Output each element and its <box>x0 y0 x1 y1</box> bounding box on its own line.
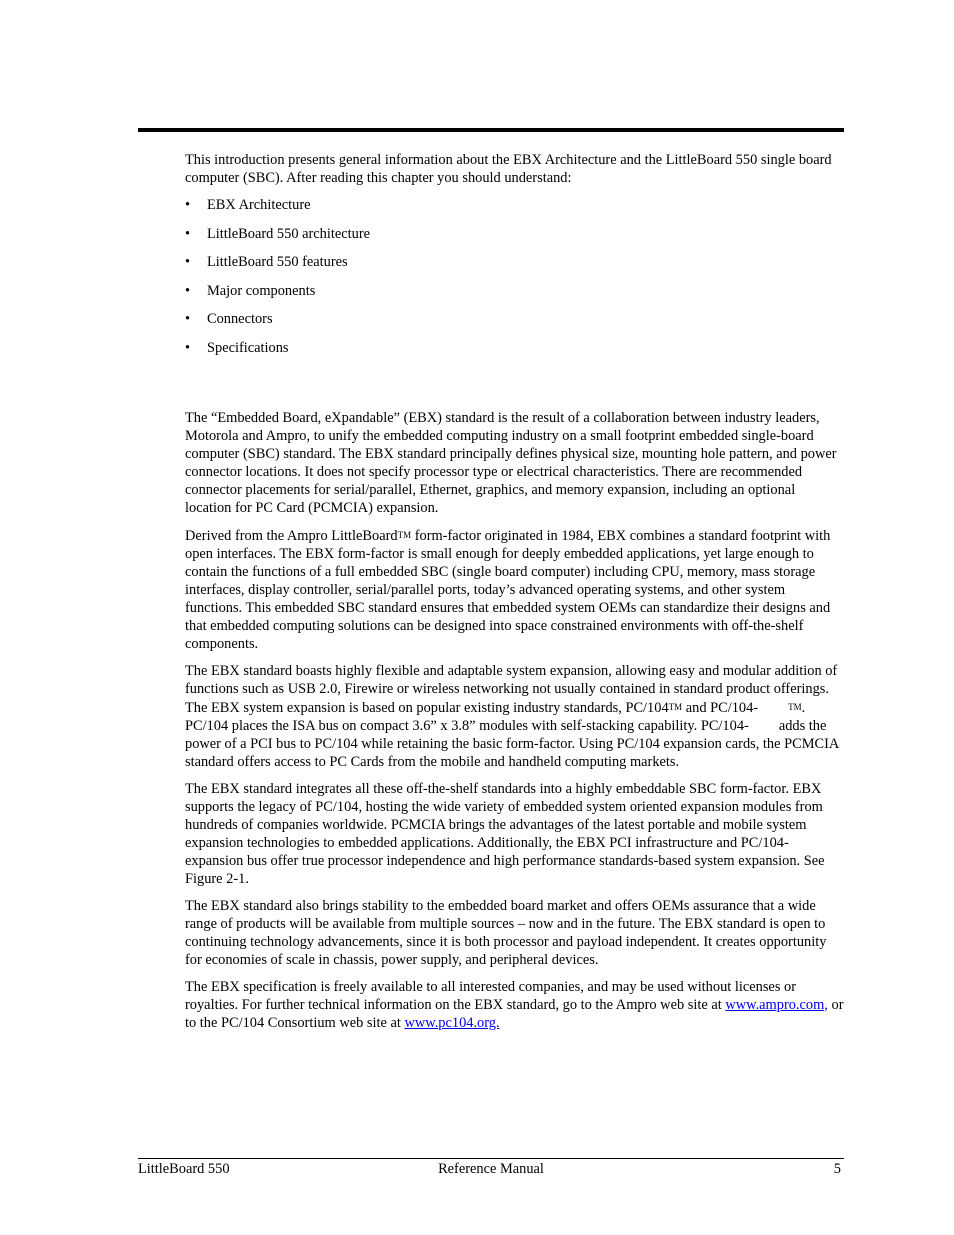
ebx-paragraph-3: The EBX standard boasts highly flexible and adaptable system expansion, allowing easy and modular addition of functions such as USB 2.0, Firewire or wireless networking not usually contained in standard product offerings. The EBX system expansion is based on popular existing industry standards, PC/104™ and PC/104- ™. PC/104 places the ISA bus on compact 3.6” x 3.8” modules with self-stacking capability. PC/104- adds the power of a PCI bus to PC/104 while retaining the basic form-factor. Using PC/104 expansion cards, the PCMCIA standard offers access to PC Cards from the mobile and handheld computing markets. <box>185 662 839 770</box>
ebx-paragraph-4: The EBX standard integrates all these off-the-shelf standards into a highly embeddable SBC form-factor. EBX supports the legacy of PC/104, hosting the wide variety of embedded system oriented expansion modules from hundreds of companies worldwide. PCMCIA brings the advantages of the latest portable and mobile system expansion technologies to embedded applications. Additionally, the EBX PCI infrastructure and PC/104-expansion bus offer true processor independence and high performance standards-based system expansion. See Figure 2-1. <box>185 780 825 887</box>
bullet-icon: • <box>185 339 191 356</box>
intro-paragraph: This introduction presents general information about the EBX Architecture and the LittleBoard 550 single board computer (SBC). After reading this chapter you should understand: <box>185 152 832 186</box>
list-item: • LittleBoard 550 features <box>185 254 348 271</box>
bullet-icon: • <box>185 225 191 242</box>
bullet-icon: • <box>185 197 191 213</box>
pc104-website-link[interactable]: www.pc104.org. <box>404 1014 500 1031</box>
trademark-mark: TM <box>788 701 802 712</box>
ebx-paragraph-5: The EBX standard also brings stability to the embedded board market and offers OEMs assurance that a wide range of products will be available from multiple sources – now and in the future. The EBX standard is open to continuing technology advancements, since it is both processor and payload independent. It creates opportunity for economies of scale in chassis, power supply, and peripheral devices. <box>185 897 827 968</box>
page-body <box>185 151 845 1041</box>
section-spacer <box>185 368 845 409</box>
ampro-website-link[interactable]: www.ampro.com, <box>725 996 828 1013</box>
bullet-icon: • <box>185 254 191 271</box>
list-item: • EBX Architecture <box>185 197 311 213</box>
list-item: • Specifications <box>185 339 289 356</box>
list-item: • LittleBoard 550 architecture <box>185 225 371 242</box>
footer-product-name: LittleBoard 550 <box>138 1161 230 1177</box>
trademark-mark: TM <box>668 701 683 712</box>
list-item: • Major components <box>185 282 316 299</box>
footer-page-number: 5 <box>833 1161 841 1177</box>
ebx-paragraph-6: The EBX specification is freely available to all interested companies, and may be used without licenses or royalties. For further technical information on the EBX standard, go to the Ampro web site at www.ampro.com, or to the PC/104 Consortium web site at www.pc104.org. <box>185 978 844 1031</box>
chapter-top-rule <box>138 128 844 132</box>
footer-rule <box>138 1158 844 1159</box>
ebx-paragraph-2: Derived from the Ampro LittleBoard™ form-factor originated in 1984, EBX combines a standard footprint with open interfaces. The EBX form-factor is small enough for deeply embedded applications, yet large enough to contain the functions of a full embedded SBC (single board computer) including CPU, memory, mass storage interfaces, display controller, serial/parallel ports, today’s advanced operating systems, and other system functions. This embedded SBC standard ensures that embedded system OEMs can standardize their designs and that embedded computing solutions can be designed into space constrained environments with off-the-shelf components. <box>185 527 831 652</box>
bullet-icon: • <box>185 311 191 328</box>
ebx-paragraph-1: The “Embedded Board, eXpandable” (EBX) standard is the result of a collaboration between industry leaders, Motorola and Ampro, to unify the embedded computing industry on a small footprint embedded single-board computer (SBC) standard. The EBX standard principally defines physical size, mounting hole pattern, and power connector locations. It does not specify processor type or electrical characteristics. There are recommended connector placements for serial/parallel, Ethernet, graphics, and memory expansion, including an optional location for PC Card (PCMCIA) expansion. <box>185 409 837 516</box>
bullet-icon: • <box>185 282 191 299</box>
trademark-mark: TM <box>397 529 412 540</box>
list-item: • Connectors <box>185 311 273 328</box>
chapter-topics-list <box>185 196 845 368</box>
footer-document-title: Reference Manual <box>438 1161 544 1177</box>
